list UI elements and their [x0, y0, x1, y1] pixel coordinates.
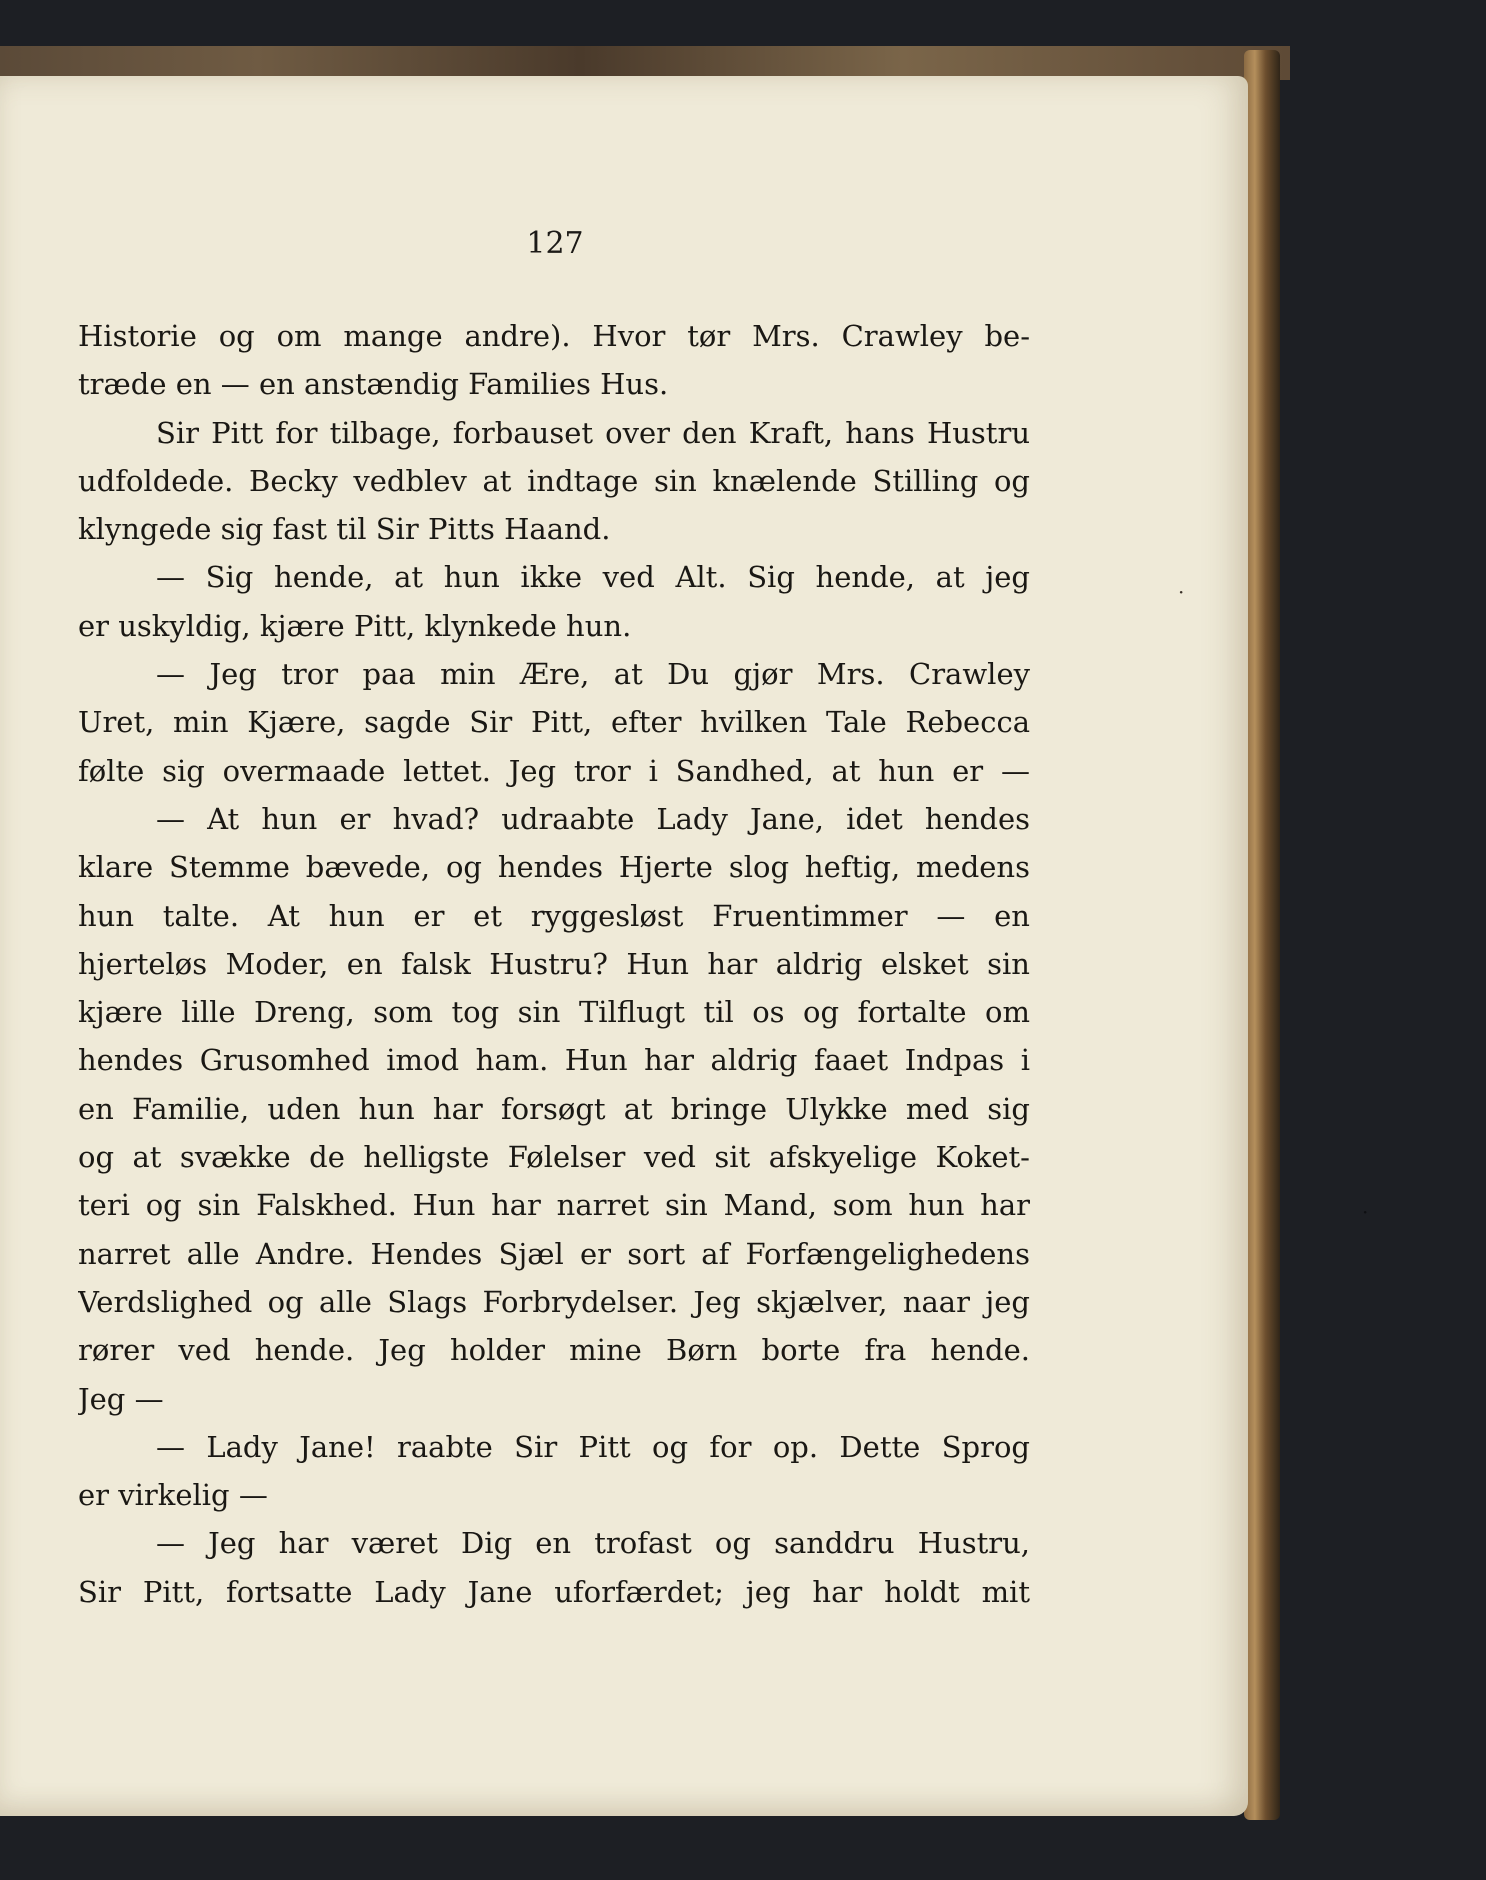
- text-line: hendes Grusomhed imod ham. Hun har aldrig faaet Indpas i: [78, 1043, 1030, 1078]
- text-line: Verdslighed og alle Slags Forbrydelser. Jeg skjælver, naar jeg: [78, 1284, 1030, 1319]
- text-line: følte sig overmaade lettet. Jeg tror i Sandhed, at hun er —: [78, 753, 1030, 788]
- dust-speck: ·: [1178, 580, 1185, 604]
- text-line: hun talte. At hun er et ryggesløst Fruentimmer — en: [78, 898, 1030, 933]
- text-line: — At hun er hvad? udraabte Lady Jane, idet hendes: [156, 801, 1030, 836]
- text-line: kjære lille Dreng, som tog sin Tilflugt til os og fortalte om: [78, 995, 1030, 1030]
- text-line: — Sig hende, at hun ikke ved Alt. Sig hende, at jeg: [156, 560, 1030, 595]
- text-line: klyngede sig fast til Sir Pitts Haand.: [78, 512, 611, 547]
- text-line: er uskyldig, kjære Pitt, klynkede hun.: [78, 608, 632, 643]
- text-line: Historie og om mange andre). Hvor tør Mrs. Crawley be-: [78, 319, 1030, 353]
- text-line: Sir Pitt for tilbage, forbauset over den Kraft, hans Hustru: [156, 415, 1030, 450]
- text-line: — Lady Jane! raabte Sir Pitt og for op. Dette Sprog: [156, 1429, 1030, 1464]
- text-line: Sir Pitt, fortsatte Lady Jane uforfærdet; jeg har holdt mit: [78, 1574, 1030, 1609]
- text-line: udfoldede. Becky vedblev at indtage sin knælende Stilling og: [78, 463, 1030, 498]
- text-line: Jeg —: [78, 1381, 164, 1416]
- text-line: og at svække de helligste Følelser ved sit afskyelige Koket-: [78, 1140, 1030, 1175]
- text-line: en Familie, uden hun har forsøgt at bringe Ulykke med sig: [78, 1091, 1030, 1126]
- text-line: narret alle Andre. Hendes Sjæl er sort af Forfængelighedens: [78, 1236, 1030, 1271]
- book-top-edge: [0, 46, 1290, 80]
- book-spine: [1244, 50, 1280, 1820]
- text-line: er virkelig —: [78, 1478, 268, 1513]
- text-line: klare Stemme bævede, og hendes Hjerte slog heftig, medens: [78, 850, 1030, 885]
- text-line: Uret, min Kjære, sagde Sir Pitt, efter hvilken Tale Rebecca: [78, 705, 1030, 740]
- text-line: teri og sin Falskhed. Hun har narret sin Mand, som hun har: [78, 1188, 1030, 1223]
- text-line: hjerteløs Moder, en falsk Hustru? Hun har aldrig elsket sin: [78, 946, 1030, 981]
- text-line: — Jeg har været Dig en trofast og sanddru Hustru,: [156, 1526, 1030, 1561]
- dust-speck: ·: [1362, 1200, 1369, 1224]
- body-text: [78, 312, 1030, 1616]
- text-line: træde en — en anstændig Families Hus.: [78, 367, 669, 402]
- page-number: 127: [526, 226, 584, 261]
- text-line: — Jeg tror paa min Ære, at Du gjør Mrs. Crawley: [156, 657, 1030, 692]
- text-line: rører ved hende. Jeg holder mine Børn borte fra hende.: [78, 1333, 1030, 1368]
